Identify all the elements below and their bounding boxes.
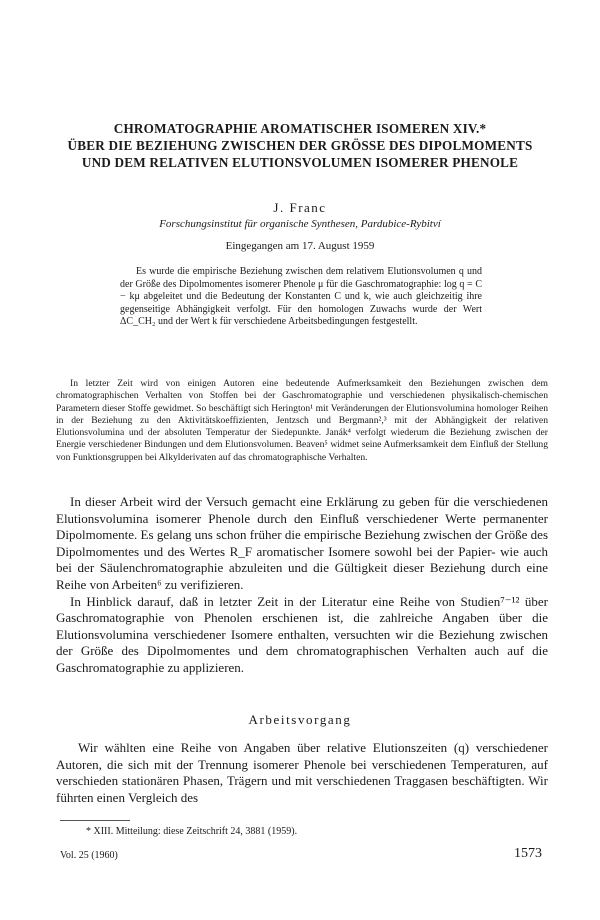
title-line-2: ÜBER DIE BEZIEHUNG ZWISCHEN DER GRÖSSE DES DIPOLMOMENTS xyxy=(67,138,533,153)
paragraph-1: In dieser Arbeit wird der Versuch gemacht eine Erklärung zu geben für die verschiedenen Elutionsvolumina isomerer Phenole durch den Einfluß verschiedener Werte permanenter Dipolmomente. Es gelang uns schon früher die empirische Beziehung zwischen der Größe des Dipolmomentes und des Wertes R_F aromatischer Isomere sowohl bei der Papier- wie auch bei der Säulenchromatographie abzuleiten und die Gültigkeit dieser Beziehung durch eine Reihe von Arbeiten⁶ zu verifizieren. xyxy=(56,494,548,592)
article-title xyxy=(60,120,540,171)
abstract-text: Es wurde die empirische Beziehung zwischen dem relativem Elutionsvolumen q und der Größe des Dipolmomentes isomerer Phenole μ für die Gaschromatographie: log q = C − kμ abgeleitet und die Bedeutung der Konstanten C und k, wie auch gleichzeitig ihre gegenseitige Abhängigkeit verfolgt. Für den homologen Zuwachs wurde der Wert ΔC_CH₂ und der Wert k für verschiedene Arbeitsbedingungen festgestellt. xyxy=(120,266,482,328)
introduction-small-print xyxy=(56,378,548,464)
title-line-1: CHROMATOGRAPHIE AROMATISCHER ISOMEREN XIV.* xyxy=(113,121,487,136)
author-affiliation: Forschungsinstitut für organische Synthesen, Pardubice-Rybitví xyxy=(159,218,441,230)
page-number: 1573 xyxy=(514,846,542,861)
title-line-3: UND DEM RELATIVEN ELUTIONSVOLUMEN ISOMERER PHENOLE xyxy=(81,155,519,170)
footnote: * XIII. Mitteilung: diese Zeitschrift 24, 3881 (1959). xyxy=(86,826,298,837)
section-text xyxy=(56,740,548,806)
footnote-divider xyxy=(60,820,130,821)
author-name: J. Franc xyxy=(273,200,327,215)
abstract xyxy=(120,266,482,329)
intro-small-text: In letzter Zeit wird von einigen Autoren eine bedeutende Aufmerksamkeit den Beziehungen zwischen dem chromatographischen Verhalten von Stoffen bei der Gaschromatographie und verschiedenen physikalisch-chemischen Parametern dieser Stoffe gewidmet. So beschäftigt sich Herington¹ mit Veränderungen der Elutionsvolumina homologer Reihen in der Beziehung zu den Aktivitätskoeffizienten, Jentzsch und Bergmann²,³ mit der Abhängigkeit der relativen Elutionsvolumina und der absoluten Temperatur der Siedepunkte. Janák⁴ verfolgt wiederum die Beziehung zwischen der Energie verschiedener Bindungen und dem Elutionsvolumen. Beaven⁵ widmet seine Aufmerksamkeit dem Einfluß der Stellung von Funktionsgruppen bei Alkylderivaten auf das chromatographische Verhalten. xyxy=(56,378,548,463)
section-paragraph: Wir wählten eine Reihe von Angaben über relative Elutionszeiten (q) verschiedener Autoren, die sich mit der Trennung isomerer Phenole bei verschiedenen Temperaturen, auf verschieden stationären Phasen, Trägern und mit verschiedenen Traggasen beschäftigten. Wir führten einen Vergleich des xyxy=(56,740,548,805)
section-heading: Arbeitsvorgang xyxy=(248,712,352,727)
paragraph-2: In Hinblick darauf, daß in letzter Zeit in der Literatur eine Reihe von Studien⁷⁻¹² über Gaschromatographie von Phenolen erschienen ist, die zahlreiche Angaben über die Elutionsvolumina verschiedener Isomere enthalten, versuchten wir die Beziehung zwischen der Größe des Dipolmomentes und dem chromatographischen Verhalten auch auf die Gaschromatographie zu applizieren. xyxy=(56,593,548,675)
main-text xyxy=(56,494,548,677)
received-date: Eingegangen am 17. August 1959 xyxy=(225,240,375,252)
volume-info: Vol. 25 (1960) xyxy=(60,850,118,861)
